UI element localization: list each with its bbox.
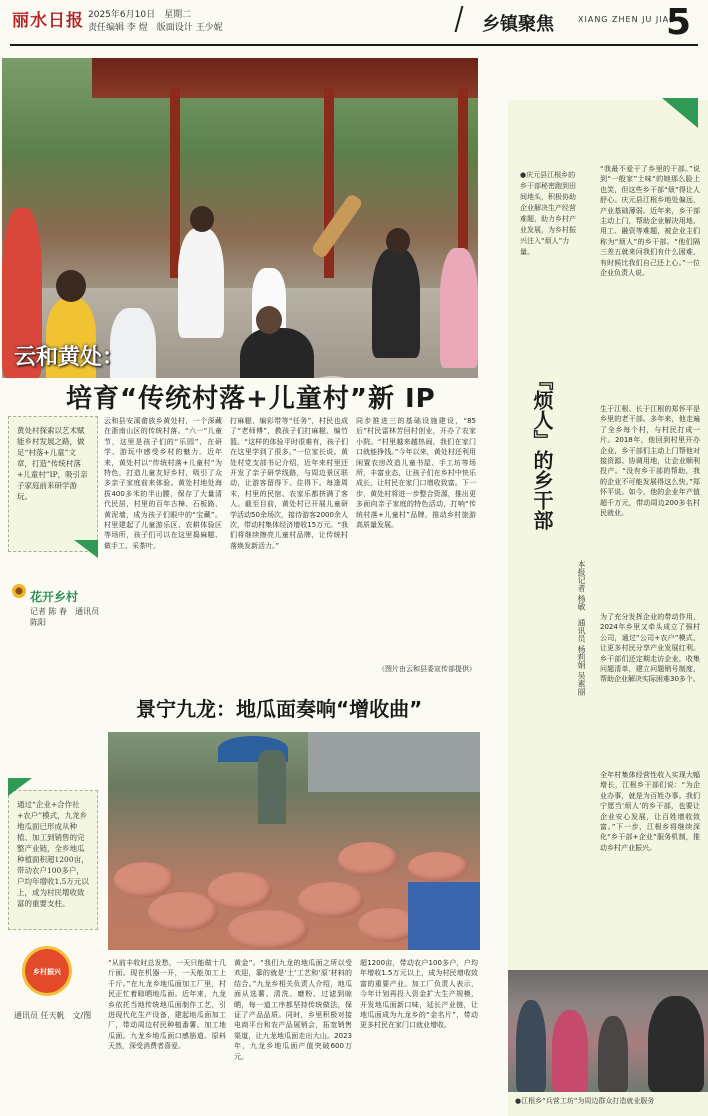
sweet-potato <box>408 852 468 882</box>
person-figure <box>552 1010 588 1092</box>
story3-column-4: 全年村集体经营性收入实现大幅增长，江根乡干部们说：“为企业办事，就是为百姓办事。我们宁愿当‘烦人’的乡干部，也要让企业安心发展，让百姓增收致富。”下一步，江根乡将继续深化“乡干部+企业”服务机制，推动乡村产业振兴。 <box>600 771 700 852</box>
story3-author: 本报记者 杨敏 通讯员 杨莉娟 吴素丽 <box>577 560 586 696</box>
boy-figure <box>372 248 420 358</box>
blue-crate <box>408 882 480 950</box>
person-figure <box>598 1016 628 1092</box>
sweet-potato <box>208 872 272 910</box>
column-title: 花开乡村 <box>30 590 79 604</box>
editor-credits: 责任编辑 李 煜 版面设计 王少妮 <box>88 23 223 33</box>
adult-head <box>190 206 214 232</box>
wooden-mallet <box>310 193 363 260</box>
village-building <box>308 732 480 792</box>
story2-sidebar-box <box>8 790 98 930</box>
pavilion-pillar <box>170 88 180 278</box>
story3-column-3: 为了充分发挥企业的带动作用，2024年乡里又牵头成立了强村公司，通过“公司+农户”模式，让更多村民分享产业发展红利。乡干部们还定期走访企业，收集问题清单，建立问题销号制度，帮助企业解决实际困难30多个。 <box>600 613 700 684</box>
pavilion-roof <box>92 58 478 98</box>
sweet-potato <box>298 882 364 918</box>
story1-author: 记者 陈 春 通讯员 陈阳 <box>30 607 100 627</box>
masthead <box>0 0 708 48</box>
green-corner-decoration <box>74 540 98 558</box>
section-title: 乡镇聚焦 <box>482 14 554 35</box>
sweet-potato <box>148 892 218 932</box>
story1-sidebar-text: 黄处村探索以艺术赋能乡村发展之路，做足“村落+儿童”文章，打造“传统村落+儿童村”IP，吸引亲子家庭前来研学游玩。 <box>17 426 88 501</box>
story1-sidebar-box <box>8 416 98 552</box>
page-number: 5 <box>666 2 692 43</box>
person-figure <box>516 1000 546 1092</box>
section-slash-divider <box>455 6 464 32</box>
story1-column-2: 打麻糍、编彩带等“任务”，村民也成了“老师傅”，教孩子们打麻糍、编竹篮。“这样的体验平时很难有，孩子们在这里学到了很多。”一位家长说。黄处村党支部书记介绍，近年来村里还开发了亲子研学线路，与周边景区联动，让游客留得下、住得下。每逢周末，村里的民宿、农家乐都挤满了客人。截至目前，黄处村已开展儿童研学活动50余场次，接待游客2000余人次，带动村集体经济增收15万元。“我们将继续擦亮儿童村品牌，让传统村落焕发新活力。” <box>230 417 348 550</box>
story3-bottom-caption: ●江根乡“兵营工坊”为周边群众打造就业服务 <box>515 1097 655 1105</box>
section-pinyin: XIANG ZHEN JU JIAO <box>578 15 677 24</box>
story3-intro-caption: ●庆元县江根乡的乡干部秘密跑到田间地头，积极协助企业解决生产经营难题，助力乡村产业发展，为乡村振兴注入“烦人”力量。 <box>520 171 576 256</box>
sunflower-icon <box>12 584 26 598</box>
child-head <box>56 270 86 302</box>
story2-column-2: 黄金”。“我们九龙的地瓜面之所以受欢迎，靠的就是‘土’工艺和‘原’材料的结合。”九龙乡相关负责人介绍，地瓜面从选薯、清洗、磨粉、过滤到晾晒，每一道工序都坚持传统做法，保证了产品品质。同时，乡里积极对接电商平台和农产品展销会，拓宽销售渠道，让九龙地瓜面走出大山。2023年，九龙乡地瓜面产值突破600万元。 <box>234 959 352 1061</box>
elder-head <box>256 306 282 334</box>
sweet-potato <box>228 910 308 950</box>
story1-photo-credit: （图片由云和县委宣传部提供） <box>378 665 476 673</box>
story1-column-1: 云和县安溪畲族乡黄处村，一个深藏在浙南山区的传统村落。“六一”儿童节，这里是孩子们的“乐园”，在研学、游玩中感受乡村的魅力。近年来，黄处村以“传统村落+儿童村”为特色，打造儿童友好乡村，吸引了众多亲子家庭前来体验。黄处村地处海拔400多米的半山腰，保存了大量清代民居，村里的百年古樟、石板路、黄泥墙，成为孩子们眼中的“宝藏”。村里建起了儿童游乐区、农耕体验区等场所，孩子们可以在这里捣麻糍、做手工、采茶叶。 <box>104 417 222 550</box>
story1-headline: 培育“传统村落+儿童村”新 IP <box>66 384 436 414</box>
elder-figure <box>240 328 314 378</box>
sweet-potato-photo <box>108 732 480 950</box>
green-corner-decoration <box>8 778 32 796</box>
adult-figure <box>178 228 224 338</box>
sweet-potato <box>338 842 398 876</box>
story1-overlay-title: 云和黄处： <box>14 345 125 370</box>
story2-column-1: “从前丰收时总发愁，一天只能做十几斤面。现在机器一开，一天能加工上千斤。”在九龙乡地瓜面加工厂里，村民正忙着晾晒地瓜面。近年来，九龙乡依托当地传统地瓜面制作工艺，引进现代化生产设备，建起地瓜面加工厂，带动周边村民种植番薯、加工地瓜面。九龙乡地瓜面口感筋道、原料天然，深受消费者喜爱。 <box>108 959 226 1051</box>
story1-column-3: 同步推进三的基础设施建设，“85后”村民雷林芳回村创业，开办了农家小院。“村里越来越热闹，我们在家门口就能挣钱。”今年以来，黄处村还利用闲置农房改造儿童书屋、手工坊等场所，丰富业态，让孩子们在乡村中快乐成长，让村民在家门口增收致富。下一步，黄处村将进一步整合资源，推出更多面向亲子家庭的特色活动，打响“传统村落+儿童村”品牌，推动乡村旅游高质量发展。 <box>356 417 476 530</box>
story2-author: 通讯员 任天帆 文/图 <box>14 1011 92 1020</box>
green-corner-decoration <box>662 98 698 128</box>
story2-sidebar-text: 通过“企业+合作社+农户”模式，九龙乡地瓜面已形成从种植、加工到销售的完整产业链，全乡地瓜种植面积超1200亩，带动农户100多户，户均年增收1.5万元以上，成为村民增收致富的重要支柱。 <box>17 800 89 908</box>
story3-vertical-title: 『烦人』的乡干部 <box>530 370 554 530</box>
rural-revitalization-seal <box>22 946 72 996</box>
children-village-photo <box>2 58 478 378</box>
girl-figure <box>440 248 478 368</box>
story3-column-1: “我最不爱干了乡里的干部。”说到“一般家”土味“的她那么脸上也笑，但这些乡干部“烦”得让人舒心。庆元县江根乡地处偏远，产业基础薄弱。近年来，乡干部主动上门，帮助企业解决用地、用工、融资等难题，被企业主们称为“烦人”的乡干部。“他们隔三差五就来问我们有什么困难，有时候比我们自己还上心。”一位企业负责人说。 <box>600 165 700 278</box>
worker-figure <box>258 750 286 824</box>
story2-column-3: 超1200亩，带动农户100多户，户均年增收1.5万元以上，成为村民增收致富的重要产业。加工厂负责人表示，今年计划再投入资金扩大生产规模，开发地瓜面新口味，延长产业链，让地瓜面成为九龙乡的“金名片”，带动更多村民在家门口就业增收。 <box>360 959 478 1030</box>
story2-headline: 景宁九龙：地瓜面奏响“增收曲” <box>136 697 423 721</box>
masthead-rule <box>10 44 698 46</box>
sweet-potato <box>114 862 174 898</box>
township-cadres-photo <box>508 970 708 1092</box>
publication-date: 2025年6月10日 星期二 <box>88 10 192 20</box>
boy-head <box>386 228 410 254</box>
story3-column-2: 生于江根、长于江根的郑怀平是乡里的老干部。多年来，他走遍了全乡每个村，与村民打成一片。2018年，他回到村里开办企业，乡干部们主动上门帮他对接资源、协调用地，让企业顺利投产。“没有乡干部的帮助，我的企业不可能发展得这么快。”郑怀平说。如今，他的企业年产值超千万元，带动周边200多名村民就业。 <box>600 405 700 518</box>
person-figure <box>648 996 704 1092</box>
newspaper-logo: 丽水日报 <box>12 11 84 31</box>
seal-label: 乡村振兴 <box>33 968 61 976</box>
